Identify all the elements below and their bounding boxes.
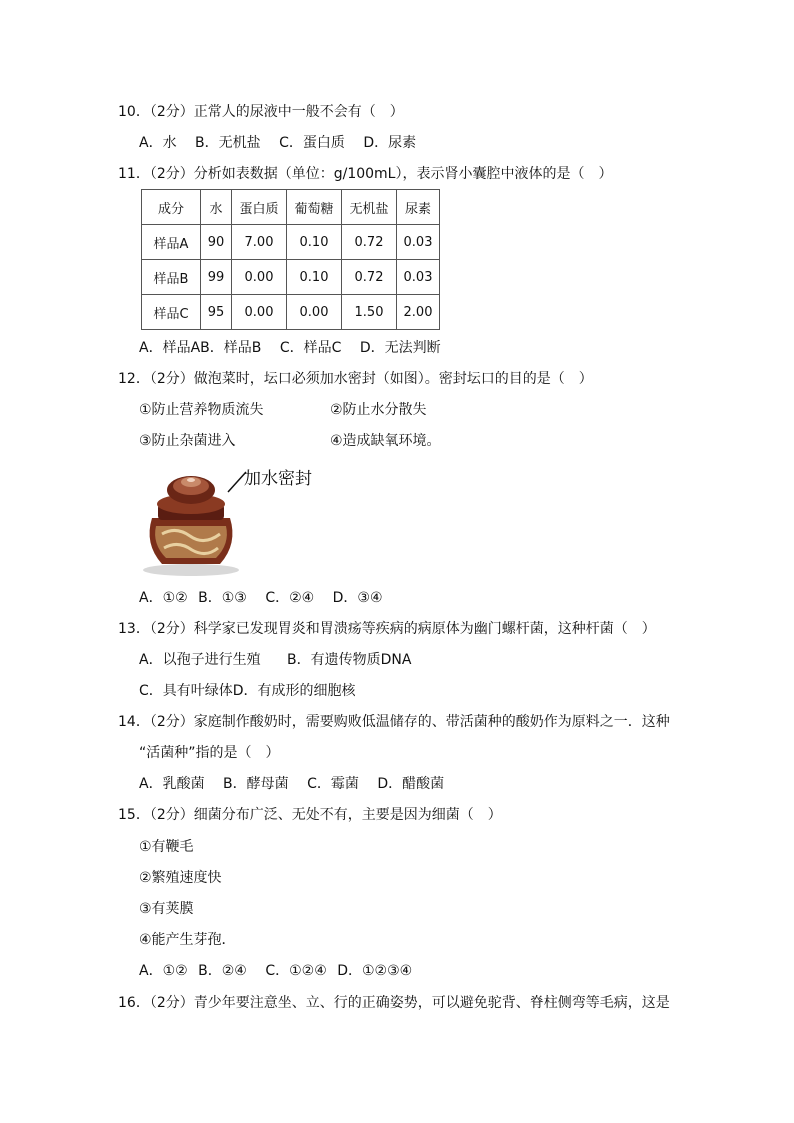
- table-cell: 0.72: [342, 225, 397, 260]
- q14-option-c: C．霉菌: [307, 776, 359, 792]
- q15-option-a: A．①②: [139, 963, 188, 979]
- q10-option-b: B．无机盐: [195, 135, 261, 151]
- q11-option-d: D．无法判断: [359, 340, 441, 356]
- q14-stem-cont: “活菌种”指的是（ ）: [139, 745, 280, 761]
- q14-stem: 14．（2分）家庭制作酸奶时，需要购败低温储存的、带活菌种的酸奶作为原料之一．这种: [118, 714, 670, 730]
- q13-stem: 13．（2分）科学家已发现胃炎和胃溃疡等疾病的病原体为幽门螺杆菌，这种杆菌（ ）: [118, 621, 656, 637]
- table-cell: 样品B: [142, 260, 201, 295]
- table-cell: 7.00: [232, 225, 287, 260]
- q13-option-b: B．有遗传物质DNA: [287, 652, 412, 668]
- table-header-cell: 蛋白质: [232, 190, 287, 225]
- q15-item-1: ①有鞭毛: [139, 839, 194, 855]
- q12-stem: 12．（2分）做泡菜时，坛口必须加水密封（如图）。密封坛口的目的是（ ）: [118, 371, 593, 387]
- table-header-cell: 水: [201, 190, 232, 225]
- q12-option-a: A．①②: [139, 590, 188, 606]
- q14-option-d: D．醋酸菌: [377, 776, 445, 792]
- q13-option-a: A．以孢子进行生殖: [139, 652, 261, 668]
- q11-stem: 11．（2分）分析如表数据（单位：g/100mL），表示肾小囊腔中液体的是（ ）: [118, 166, 613, 182]
- q10-options: [139, 133, 416, 153]
- q12-item-2: ②防止水分散失: [330, 402, 427, 418]
- table-cell: 0.10: [287, 225, 342, 260]
- q14-option-a: A．乳酸菌: [139, 776, 205, 792]
- q15-item-3: ③有荚膜: [139, 901, 194, 917]
- table-row: [142, 225, 440, 260]
- table-cell: 0.00: [232, 260, 287, 295]
- table-cell: 0.00: [232, 295, 287, 330]
- q12-item-1: ①防止营养物质流失: [139, 402, 264, 418]
- table-header-row: [142, 190, 440, 225]
- figure-label-water-seal: 加水密封: [244, 469, 312, 489]
- q11-options: [139, 338, 441, 358]
- q12-option-c: C．②④: [265, 590, 315, 606]
- table-cell: 90: [201, 225, 232, 260]
- q15-stem: 15．（2分）细菌分布广泛、无处不有，主要是因为细菌（ ）: [118, 807, 502, 823]
- q15-item-4: ④能产生芽孢．: [139, 932, 236, 948]
- q12-item-4: ④造成缺氧环境。: [330, 433, 441, 449]
- q13-options-line2: C．具有叶绿体D．有成形的细胞核: [139, 683, 356, 699]
- table-cell: 95: [201, 295, 232, 330]
- table-cell: 0.00: [287, 295, 342, 330]
- q11-data-table: [141, 189, 440, 330]
- table-cell: 1.50: [342, 295, 397, 330]
- q10-option-c: C．蛋白质: [279, 135, 345, 151]
- pickle-jar-image: [138, 460, 244, 578]
- table-header-cell: 无机盐: [342, 190, 397, 225]
- q14-option-b: B．酵母菌: [223, 776, 289, 792]
- table-header-cell: 成分: [142, 190, 201, 225]
- table-header-cell: 尿素: [397, 190, 440, 225]
- table-cell: 0.03: [397, 225, 440, 260]
- q12-option-b: B．①③: [198, 590, 247, 606]
- q15-options: [139, 961, 412, 981]
- table-cell: 0.72: [342, 260, 397, 295]
- table-cell: 0.10: [287, 260, 342, 295]
- q15-option-c: C．①②④: [265, 963, 327, 979]
- table-row: [142, 260, 440, 295]
- table-cell: 样品A: [142, 225, 201, 260]
- table-cell: 0.03: [397, 260, 440, 295]
- q15-option-d: D．①②③④: [337, 963, 413, 979]
- q14-options: [139, 774, 444, 794]
- table-cell: 99: [201, 260, 232, 295]
- q10-stem: 10．（2分）正常人的尿液中一般不会有（ ）: [118, 104, 404, 120]
- q15-item-2: ②繁殖速度快: [139, 870, 222, 886]
- q11-option-ab: A．样品AB．样品B: [139, 340, 262, 356]
- q16-stem: 16．（2分）青少年要注意坐、立、行的正确姿势，可以避免驼背、脊柱侧弯等毛病，这是: [118, 995, 670, 1011]
- q10-option-d: D．尿素: [363, 135, 417, 151]
- q15-option-b: B．②④: [198, 963, 247, 979]
- q10-option-a: A．水: [139, 135, 177, 151]
- table-cell: 样品C: [142, 295, 201, 330]
- q12-item-3: ③防止杂菌进入: [139, 433, 236, 449]
- q11-option-c: C．样品C: [279, 340, 342, 356]
- table-header-cell: 葡萄糖: [287, 190, 342, 225]
- q13-options-line1: [139, 650, 411, 670]
- q12-options: [139, 588, 383, 608]
- table-row: [142, 295, 440, 330]
- table-cell: 2.00: [397, 295, 440, 330]
- q12-option-d: D．③④: [332, 590, 383, 606]
